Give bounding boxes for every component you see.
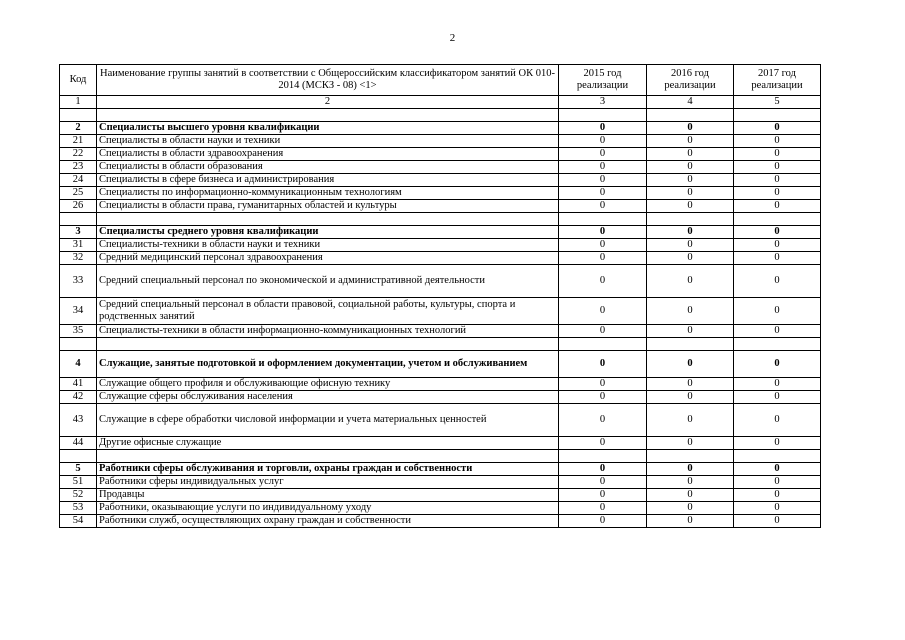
value-2016-cell: 0 [647, 515, 734, 528]
name-cell: Специалисты среднего уровня квалификации [97, 226, 559, 239]
empty-cell [647, 109, 734, 122]
empty-cell [559, 450, 647, 463]
name-cell: Служащие общего профиля и обслуживающие офисную технику [97, 378, 559, 391]
spacer-row [60, 338, 821, 351]
name-cell: Продавцы [97, 489, 559, 502]
value-2015-cell: 0 [559, 351, 647, 378]
value-2017-cell: 0 [734, 239, 821, 252]
code-cell: 26 [60, 200, 97, 213]
value-2016-cell: 0 [647, 378, 734, 391]
value-2016-cell: 0 [647, 404, 734, 437]
value-2017-cell: 0 [734, 122, 821, 135]
value-2016-cell: 0 [647, 437, 734, 450]
table-header-row [60, 65, 821, 96]
value-2016-cell: 0 [647, 174, 734, 187]
value-2016-cell: 0 [647, 325, 734, 338]
value-2015-cell: 0 [559, 404, 647, 437]
code-cell: 3 [60, 226, 97, 239]
name-cell: Специалисты в сфере бизнеса и администрирования [97, 174, 559, 187]
value-2016-cell: 0 [647, 463, 734, 476]
empty-cell [97, 450, 559, 463]
value-2016-cell: 0 [647, 265, 734, 298]
group-row [60, 351, 821, 378]
code-cell: 44 [60, 437, 97, 450]
name-cell: Средний медицинский персонал здравоохранения [97, 252, 559, 265]
table-row [60, 489, 821, 502]
code-cell: 23 [60, 161, 97, 174]
value-2016-cell: 0 [647, 502, 734, 515]
empty-cell [559, 109, 647, 122]
column-number: 5 [734, 96, 821, 109]
empty-cell [97, 213, 559, 226]
code-cell: 2 [60, 122, 97, 135]
value-2015-cell: 0 [559, 239, 647, 252]
empty-cell [97, 338, 559, 351]
value-2016-cell: 0 [647, 122, 734, 135]
value-2015-cell: 0 [559, 463, 647, 476]
empty-cell [60, 109, 97, 122]
name-cell: Специалисты в области права, гуманитарных областей и культуры [97, 200, 559, 213]
empty-cell [60, 450, 97, 463]
table-row [60, 515, 821, 528]
table-row [60, 174, 821, 187]
value-2016-cell: 0 [647, 391, 734, 404]
value-2015-cell: 0 [559, 437, 647, 450]
value-2015-cell: 0 [559, 476, 647, 489]
value-2016-cell: 0 [647, 135, 734, 148]
empty-cell [647, 213, 734, 226]
column-number: 4 [647, 96, 734, 109]
value-2017-cell: 0 [734, 463, 821, 476]
value-2016-cell: 0 [647, 489, 734, 502]
code-cell: 41 [60, 378, 97, 391]
value-2017-cell: 0 [734, 174, 821, 187]
table-row [60, 161, 821, 174]
table-row [60, 239, 821, 252]
column-number: 3 [559, 96, 647, 109]
name-cell: Работники сферы индивидуальных услуг [97, 476, 559, 489]
value-2017-cell: 0 [734, 148, 821, 161]
value-2015-cell: 0 [559, 187, 647, 200]
value-2017-cell: 0 [734, 265, 821, 298]
header-code: Код [60, 65, 97, 96]
empty-cell [647, 338, 734, 351]
empty-cell [60, 213, 97, 226]
spacer-row [60, 450, 821, 463]
group-row [60, 122, 821, 135]
name-cell: Средний специальный персонал в области правовой, социальной работы, культуры, спорта и родственных занятий [97, 298, 559, 325]
value-2015-cell: 0 [559, 200, 647, 213]
value-2015-cell: 0 [559, 378, 647, 391]
column-number: 1 [60, 96, 97, 109]
table-row [60, 404, 821, 437]
value-2016-cell: 0 [647, 148, 734, 161]
occupations-table [59, 64, 821, 528]
value-2017-cell: 0 [734, 489, 821, 502]
table-row [60, 391, 821, 404]
value-2017-cell: 0 [734, 187, 821, 200]
code-cell: 4 [60, 351, 97, 378]
empty-cell [734, 213, 821, 226]
table-row [60, 378, 821, 391]
value-2017-cell: 0 [734, 502, 821, 515]
table-row [60, 437, 821, 450]
value-2017-cell: 0 [734, 200, 821, 213]
value-2017-cell: 0 [734, 515, 821, 528]
name-cell: Средний специальный персонал по экономической и административной деятельности [97, 265, 559, 298]
code-cell: 32 [60, 252, 97, 265]
value-2015-cell: 0 [559, 265, 647, 298]
page-number: 2 [449, 32, 456, 44]
header-2017: 2017 год реализации [734, 65, 821, 96]
spacer-row [60, 213, 821, 226]
value-2017-cell: 0 [734, 404, 821, 437]
value-2016-cell: 0 [647, 239, 734, 252]
table-row [60, 265, 821, 298]
code-cell: 42 [60, 391, 97, 404]
table-row [60, 502, 821, 515]
group-row [60, 226, 821, 239]
value-2015-cell: 0 [559, 298, 647, 325]
value-2017-cell: 0 [734, 325, 821, 338]
value-2015-cell: 0 [559, 489, 647, 502]
value-2015-cell: 0 [559, 502, 647, 515]
value-2015-cell: 0 [559, 161, 647, 174]
value-2016-cell: 0 [647, 476, 734, 489]
value-2016-cell: 0 [647, 252, 734, 265]
header-name: Наименование группы занятий в соответствии с Общероссийским классификатором занятий ОК 010-2014 (МСКЗ - 08) <1> [97, 65, 559, 96]
header-2016: 2016 год реализации [647, 65, 734, 96]
name-cell: Работники, оказывающие услуги по индивидуальному уходу [97, 502, 559, 515]
value-2016-cell: 0 [647, 298, 734, 325]
group-row [60, 463, 821, 476]
table-row [60, 252, 821, 265]
empty-cell [647, 450, 734, 463]
value-2016-cell: 0 [647, 200, 734, 213]
name-cell: Работники служб, осуществляющих охрану граждан и собственности [97, 515, 559, 528]
empty-cell [559, 213, 647, 226]
name-cell: Специалисты по информационно-коммуникационным технологиям [97, 187, 559, 200]
name-cell: Специалисты высшего уровня квалификации [97, 122, 559, 135]
code-cell: 53 [60, 502, 97, 515]
value-2017-cell: 0 [734, 252, 821, 265]
value-2017-cell: 0 [734, 378, 821, 391]
value-2015-cell: 0 [559, 135, 647, 148]
value-2016-cell: 0 [647, 351, 734, 378]
spacer-row [60, 109, 821, 122]
table-row [60, 148, 821, 161]
column-number: 2 [97, 96, 559, 109]
code-cell: 21 [60, 135, 97, 148]
empty-cell [60, 338, 97, 351]
name-cell: Специалисты в области образования [97, 161, 559, 174]
code-cell: 54 [60, 515, 97, 528]
code-cell: 31 [60, 239, 97, 252]
name-cell: Специалисты-техники в области науки и техники [97, 239, 559, 252]
name-cell: Служащие в сфере обработки числовой информации и учета материальных ценностей [97, 404, 559, 437]
empty-cell [734, 109, 821, 122]
header-2015: 2015 год реализации [559, 65, 647, 96]
code-cell: 22 [60, 148, 97, 161]
value-2017-cell: 0 [734, 476, 821, 489]
value-2017-cell: 0 [734, 298, 821, 325]
code-cell: 25 [60, 187, 97, 200]
value-2015-cell: 0 [559, 515, 647, 528]
code-cell: 33 [60, 265, 97, 298]
empty-cell [97, 109, 559, 122]
table-row [60, 298, 821, 325]
code-cell: 34 [60, 298, 97, 325]
value-2017-cell: 0 [734, 351, 821, 378]
name-cell: Работники сферы обслуживания и торговли, охраны граждан и собственности [97, 463, 559, 476]
code-cell: 5 [60, 463, 97, 476]
code-cell: 43 [60, 404, 97, 437]
name-cell: Другие офисные служащие [97, 437, 559, 450]
table-row [60, 476, 821, 489]
table-body [60, 109, 821, 528]
empty-cell [734, 338, 821, 351]
value-2015-cell: 0 [559, 391, 647, 404]
code-cell: 35 [60, 325, 97, 338]
value-2015-cell: 0 [559, 122, 647, 135]
value-2015-cell: 0 [559, 252, 647, 265]
value-2016-cell: 0 [647, 226, 734, 239]
name-cell: Служащие сферы обслуживания населения [97, 391, 559, 404]
empty-cell [734, 450, 821, 463]
value-2017-cell: 0 [734, 161, 821, 174]
name-cell: Специалисты в области здравоохранения [97, 148, 559, 161]
value-2015-cell: 0 [559, 174, 647, 187]
value-2016-cell: 0 [647, 187, 734, 200]
code-cell: 52 [60, 489, 97, 502]
value-2015-cell: 0 [559, 226, 647, 239]
value-2016-cell: 0 [647, 161, 734, 174]
table-row [60, 325, 821, 338]
table-row [60, 135, 821, 148]
empty-cell [559, 338, 647, 351]
name-cell: Служащие, занятые подготовкой и оформлением документации, учетом и обслуживанием [97, 351, 559, 378]
value-2015-cell: 0 [559, 325, 647, 338]
value-2015-cell: 0 [559, 148, 647, 161]
value-2017-cell: 0 [734, 437, 821, 450]
name-cell: Специалисты в области науки и техники [97, 135, 559, 148]
name-cell: Специалисты-техники в области информационно-коммуникационных технологий [97, 325, 559, 338]
code-cell: 24 [60, 174, 97, 187]
value-2017-cell: 0 [734, 135, 821, 148]
table-row [60, 200, 821, 213]
column-number-row [60, 96, 821, 109]
value-2017-cell: 0 [734, 226, 821, 239]
code-cell: 51 [60, 476, 97, 489]
table-row [60, 187, 821, 200]
value-2017-cell: 0 [734, 391, 821, 404]
